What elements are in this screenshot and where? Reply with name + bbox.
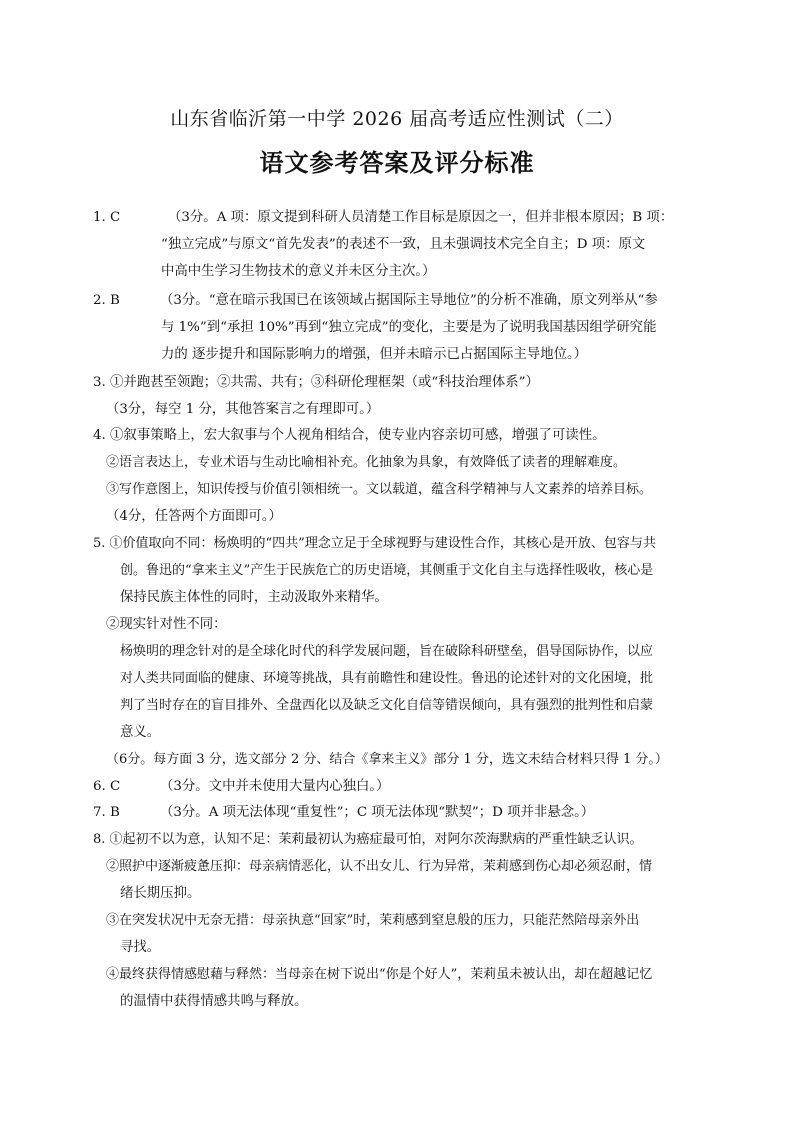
answer-4-line-2: ②语言表达上，专业术语与生动比喻相补充。化抽象为具象，有效降低了读者的理解难度。 bbox=[106, 455, 627, 470]
answer-8-line-5: 寻找。 bbox=[120, 940, 161, 955]
answer-4-line-4: （4分，任答两个方面即可。） bbox=[106, 509, 282, 524]
answer-3-line-1: 3. ①并跑甚至领跑；②共需、共有；③科研伦理框架（或“科技治理体系”） bbox=[93, 375, 539, 390]
answer-5-line-7: 判了当时存在的盲目排外、全盘西化以及缺乏文化自信等错误倾向，具有强烈的批判性和启蒙 bbox=[120, 698, 654, 713]
answer-7-number: 7. B bbox=[93, 805, 120, 820]
answer-1-line-1: （3分。A 项：原文提到科研人员清楚工作目标是原因之一，但并非根本原因；B 项： bbox=[168, 210, 674, 225]
answer-5-line-1: 5. ①价值取向不同：杨焕明的“四共”理念立足于全球视野与建设性合作，其核心是开放、包容与共 bbox=[93, 536, 656, 551]
answer-8-line-7: 的温情中获得情感共鸣与释放。 bbox=[120, 994, 308, 1009]
answer-5-line-9: （6分。每方面 3 分，选文部分 2 分、结合《拿来主义》部分 1 分，选文未结合材料只得 1 分。） bbox=[106, 752, 668, 767]
answer-1-number: 1. C bbox=[93, 210, 121, 225]
answer-3-line-2: （3分，每空 1 分，其他答案言之有理即可。） bbox=[106, 402, 380, 417]
answer-2-line-2: 与 1%”到“承担 10%”再到“独立完成”的变化，主要是为了说明我国基因组学研究能 bbox=[161, 320, 657, 335]
answer-2-line-3: 力的 逐步提升和国际影响力的增强，但并未暗示已占据国际主导地位。） bbox=[161, 347, 588, 362]
answer-7-text: （3分。A 项无法体现“重复性”；C 项无法体现“默契”；D 项并非悬念。） bbox=[160, 805, 595, 820]
answer-5-line-6: 对人类共同面临的健康、环境等挑战，具有前瞻性和建设性。鲁迅的论述针对的文化困境，批 bbox=[120, 671, 654, 686]
answer-1-line-3: 中高中生学习生物技术的意义并未区分主次。） bbox=[161, 264, 436, 279]
answer-8-line-3: 绪长期压抑。 bbox=[120, 886, 201, 901]
exam-title: 山东省临沂第一中学 2026 届高考适应性测试（二） bbox=[170, 108, 624, 130]
answer-4-line-1: 4. ①叙事策略上，宏大叙事与个人视角相结合，使专业内容亲切可感，增强了可读性。 bbox=[93, 428, 606, 443]
answer-8-line-4: ③在突发状况中无奈无措：母亲执意“回家”时，茉莉感到窒息般的压力，只能茫然陪母亲外出 bbox=[106, 913, 640, 928]
answer-6-text: （3分。文中并未使用大量内心独白。） bbox=[160, 779, 390, 794]
answer-4-line-3: ③写作意图上，知识传授与价值引领相统一。文以载道，蕴含科学精神与人文素养的培养目标。 bbox=[106, 482, 653, 497]
answer-8-line-2: ②照护中逐渐疲惫压抑：母亲病情恶化，认不出女儿、行为异常，茉莉感到伤心却必须忍耐，情 bbox=[106, 859, 653, 874]
document-subtitle: 语文参考答案及评分标准 bbox=[259, 149, 535, 177]
answer-8-line-1: 8. ①起初不以为意，认知不足：茉莉最初认为癌症最可怕，对阿尔茨海默病的严重性缺乏认识。 bbox=[93, 832, 643, 847]
answer-5-line-2: 创。鲁迅的“拿来主义”产生于民族危亡的历史语境，其侧重于文化自主与选择性吸收，核心是 bbox=[120, 563, 654, 578]
answer-2-number: 2. B bbox=[93, 293, 120, 308]
answer-2-line-1: （3分。“意在暗示我国已在该领域占据国际主导地位”的分析不准确，原文列举从“参 bbox=[160, 293, 658, 308]
answer-5-line-3: 保持民族主体性的同时，主动汲取外来精华。 bbox=[120, 590, 388, 605]
answer-5-line-4: ②现实针对性不同： bbox=[106, 617, 227, 632]
answer-1-line-2: “独立完成”与原文“首先发表”的表述不一致，且未强调技术完全自主；D 项：原文 bbox=[161, 237, 646, 252]
answer-6-number: 6. C bbox=[93, 779, 121, 794]
answer-5-line-5: 杨焕明的理念针对的是全球化时代的科学发展问题，旨在破除科研壁垒，倡导国际协作，以应 bbox=[120, 644, 654, 659]
answer-8-line-6: ④最终获得情感慰藉与释然：当母亲在树下说出“你是个好人”，茉莉虽未被认出，却在超越记忆 bbox=[106, 967, 653, 982]
answer-5-line-8: 意义。 bbox=[120, 725, 161, 740]
